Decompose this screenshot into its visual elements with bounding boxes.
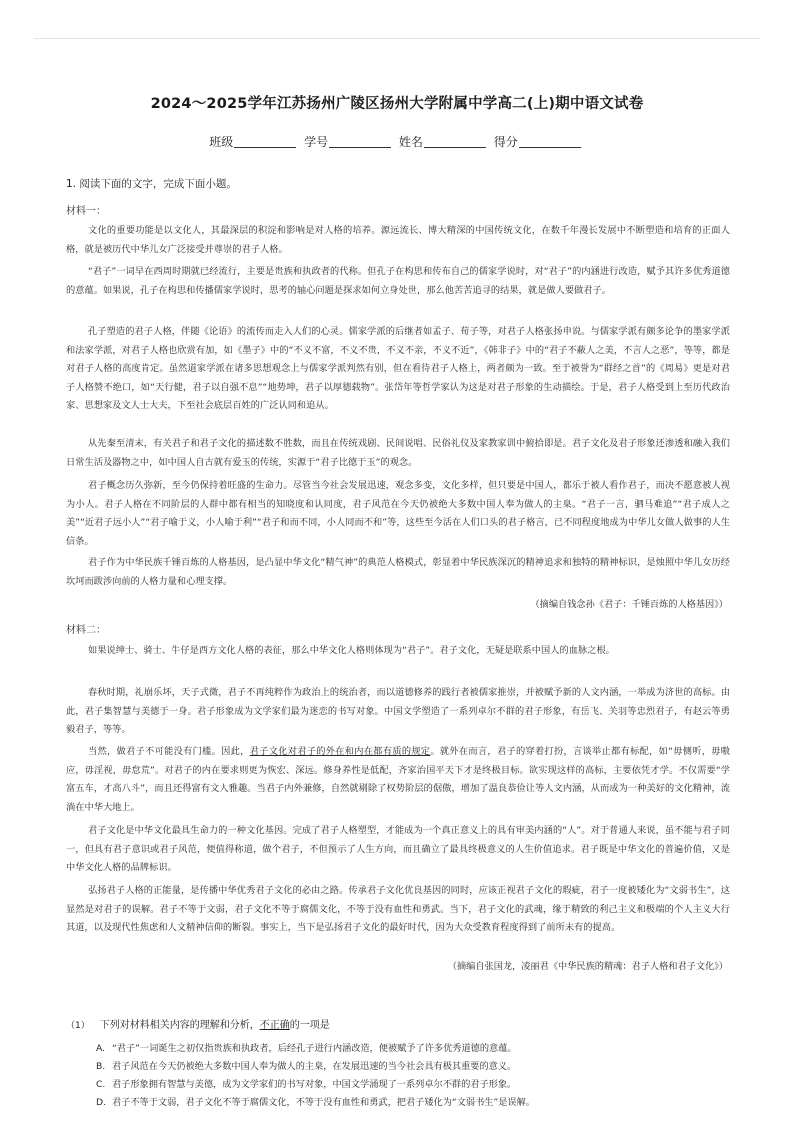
- option-c[interactable]: [96, 1076, 516, 1090]
- material-two-label: 材料二：: [66, 625, 106, 636]
- underlined-sentence: 君子文化对君子的外在和内在都有质的规定: [249, 746, 431, 757]
- stem-emphasis: 不正确: [259, 1020, 290, 1031]
- option-text: 君子不等于文弱，君子文化不等于腐儒文化，不等于没有血性和勇武，把君子矮化为“文弱书生”是误解。: [112, 1097, 535, 1108]
- class-label: 班级: [209, 135, 234, 149]
- student-id-blank[interactable]: [329, 135, 391, 148]
- option-b[interactable]: [96, 1058, 516, 1072]
- stem-text: 的一项是: [289, 1020, 330, 1031]
- material-one-paragraph: 文化的重要功能是以文化人，其最深层的积淀和影响是对人格的培养。源远流长、博大精深的中国传统文化，在数千年漫长发展中不断塑造和培育的正面人格，就是被历代中华儿女广泛接受并尊崇的君子人格。: [66, 225, 730, 255]
- student-info-line: [0, 133, 794, 150]
- material-one-paragraph: 从先秦至清末，有关君子和君子文化的描述数不胜数，而且在传统戏剧、民间说唱、民俗礼仪及家教家训中俯拾即是。君子文化及君子形象还渗透和融入我们日常生活及器物之中，如中国人自古就有爱玉的传统，实源于“君子比德于玉”的观念。: [66, 438, 730, 468]
- exam-title: 2024～2025学年江苏扬州广陵区扬州大学附属中学高二(上)期中语文试卷: [150, 96, 644, 112]
- option-text: 君子风范在今天仍被绝大多数中国人奉为做人的主臬，在发展迅速的当今社会具有极其重要的意义。: [112, 1061, 517, 1072]
- material-one-source: （摘编自钱念孙《君子：千锤百炼的人格基因》）: [530, 599, 728, 610]
- material-two-paragraph: 春秋时期，礼崩乐坏，天子式微，君子不再纯粹作为政治上的统治者，而以道德修养的践行者被儒家推崇，并被赋予新的人文内涵，一举成为济世的高标。由此，君子集智慧与美德于一身。君子形象成为文学家们最为迷恋的书写对象。中国文学塑造了一系列卓尔不群的君子形象，有岳飞、关羽等忠烈君子，有赵云等勇毅君子，等等。: [66, 687, 730, 736]
- material-one-paragraph: “君子”一词早在西周时期就已经流行，主要是贵族和执政者的代称。但孔子在构思和传布自己的儒家学说时，对“君子”的内涵进行改造，赋予其许多优秀道德的意蕴。如果说，孔子在构思和传播儒家学说时，思考的轴心问题是探求如何立身处世，那么他苦苦追寻的结果，就是做人要做君子。: [66, 266, 730, 296]
- material-one-paragraph: 君子作为中华民族千锤百炼的人格基因，是凸显中华文化“精气神”的典范人格模式，彰显着中华民族深沉的精神追求和独特的精神标识，是烛照中华儿女历经坎坷而跋涉向前的人格力量和心理支撑。: [66, 557, 730, 587]
- option-a[interactable]: [96, 1040, 517, 1054]
- question-heading: 1. 阅读下面的文字，完成下面小题。: [66, 178, 237, 190]
- name-blank[interactable]: [424, 135, 486, 148]
- class-blank[interactable]: [234, 135, 296, 148]
- score-blank[interactable]: [519, 135, 581, 148]
- stem-text: 下列对材料相关内容的理解和分析，: [99, 1020, 260, 1031]
- material-two-paragraph: [66, 743, 730, 817]
- material-two-source: （摘编自张国龙，凌丽君《中华民族的精魂：君子人格和君子文化》）: [447, 961, 728, 972]
- top-divider: [34, 38, 760, 39]
- material-two-paragraph: 君子文化是中华文化最具生命力的一种文化基因。完成了君子人格塑型，才能成为一个真正意义上的具有审美内涵的“人”。对于普通人来说，虽不能与君子同一，但具有君子意识或君子风范，便值得称道，做个君子，不但预示了人生方向，而且确立了最具终极意义的人生价值追求。君子既是中华文化的普遍价值，又是中华文化人格的品牌标识。: [66, 825, 730, 874]
- material-two-paragraph: 如果说绅士、骑士、牛仔是西方文化人格的表征，那么中华文化人格则体现为“君子”。君子文化，无疑是联系中国人的血脉之根。: [88, 645, 615, 656]
- option-letter: C.: [96, 1079, 106, 1090]
- material-two-paragraph: 弘扬君子人格的正能量，是传播中华优秀君子文化的必由之路。传承君子文化优良基因的同时，应该正视君子文化的瑕疵，君子一度被矮化为“文弱书生”，这显然是对君子的误解。君子不等于文弱，君子文化不等于腐儒文化，不等于没有血性和勇武。当下，君子文化的武魂，缘于精致的利己主义和极端的个人主义大行其道，以及现代性焦虑和人文精神信仰的断裂。事实上，当下是弘扬君子文化的最好时代，因为大众受教育程度得到了前所未有的提高。: [66, 885, 730, 934]
- paragraph-text: 。就外在而言，君子的穿着打扮，言谈举止都有标配，如“毋侧听，毋嗷应，毋淫视，毋怠荒”。对君子的内在要求则更为恢宏、深远。修身养性是低配，齐家治国平天下才是终极目标。欲实现这样的高标，主要依凭才学。不仅需要“学富五车，才高八斗”，而且还得富有文人雅趣。当君子内外兼修，自然就剔除了权势阶层的倨傲，增加了温良恭俭让等人文内涵，从而成为一种美好的文化精神，流淌在中华大地上。: [66, 746, 730, 813]
- option-text: 君子形象拥有智慧与美德，成为文学家们的书写对象，中国文学涌现了一系列卓尔不群的君子形象。: [112, 1079, 517, 1090]
- score-label: 得分: [493, 135, 518, 149]
- sub-question-number: （1）: [66, 1021, 90, 1031]
- name-label: 姓名: [398, 135, 423, 149]
- option-text: “君子”一词诞生之初仅指贵族和执政者，后经孔子进行内涵改造，便被赋予了许多优秀道德的意蕴。: [112, 1043, 517, 1054]
- paragraph-text: 当然，做君子不可能没有门槛。因此，: [88, 746, 250, 757]
- sub-question-stem: [66, 1016, 330, 1031]
- material-one-label: 材料一：: [66, 206, 106, 217]
- material-one-paragraph: 君子概念历久弥新，至今仍保持着旺盛的生命力。尽管当今社会发展迅速，观念多变，文化多样，但只要是中国人，都乐于被人看作君子，而决不愿意被人视为小人。君子人格在不同阶层的人群中都有相当的知晓度和认同度，君子风范在今天仍被绝大多数中国人奉为做人的主臬。“君子一言，驷马难追”“君子成人之美”“近君子远小人”“君子喻于义，小人喻于利”“君子和而不同，小人同而不和”等，这些至今活在人们口头的君子格言，已不同程度地成为中华儿女做人做事的人生信条。: [66, 480, 730, 547]
- material-one-paragraph: 孔子塑造的君子人格，伴随《论语》的流传而走入人们的心灵。儒家学派的后继者如孟子、荀子等，对君子人格张扬申说。与儒家学派有颇多论争的墨家学派和法家学派，对君子人格也欣赏有加，如《墨子》中的“不义不富，不义不贵，不义不亲，不义不近”，《韩非子》中的“君子不蔽人之美，不言人之恶”，等等，都是对君子人格的高度肯定。虽然道家学派在诸多思想观念上与儒家学派判然有别，但在看待君子人格上，两者颇为一致。至于被誉为“群经之首”的《周易》更是对君子人格赞不绝口，如“天行健，君子以自强不息”“地势坤，君子以厚德载物”。张岱年等哲学家认为这是对君子形象的生动描绘。于是，君子人格受到上至历代政治家、思想家及文人士大夫，下至社会底层百姓的广泛认同和追从。: [66, 326, 730, 412]
- option-d[interactable]: [96, 1094, 535, 1108]
- option-letter: B.: [96, 1061, 106, 1072]
- option-letter: D.: [96, 1097, 106, 1108]
- option-letter: A.: [96, 1043, 106, 1054]
- student-id-label: 学号: [304, 135, 329, 149]
